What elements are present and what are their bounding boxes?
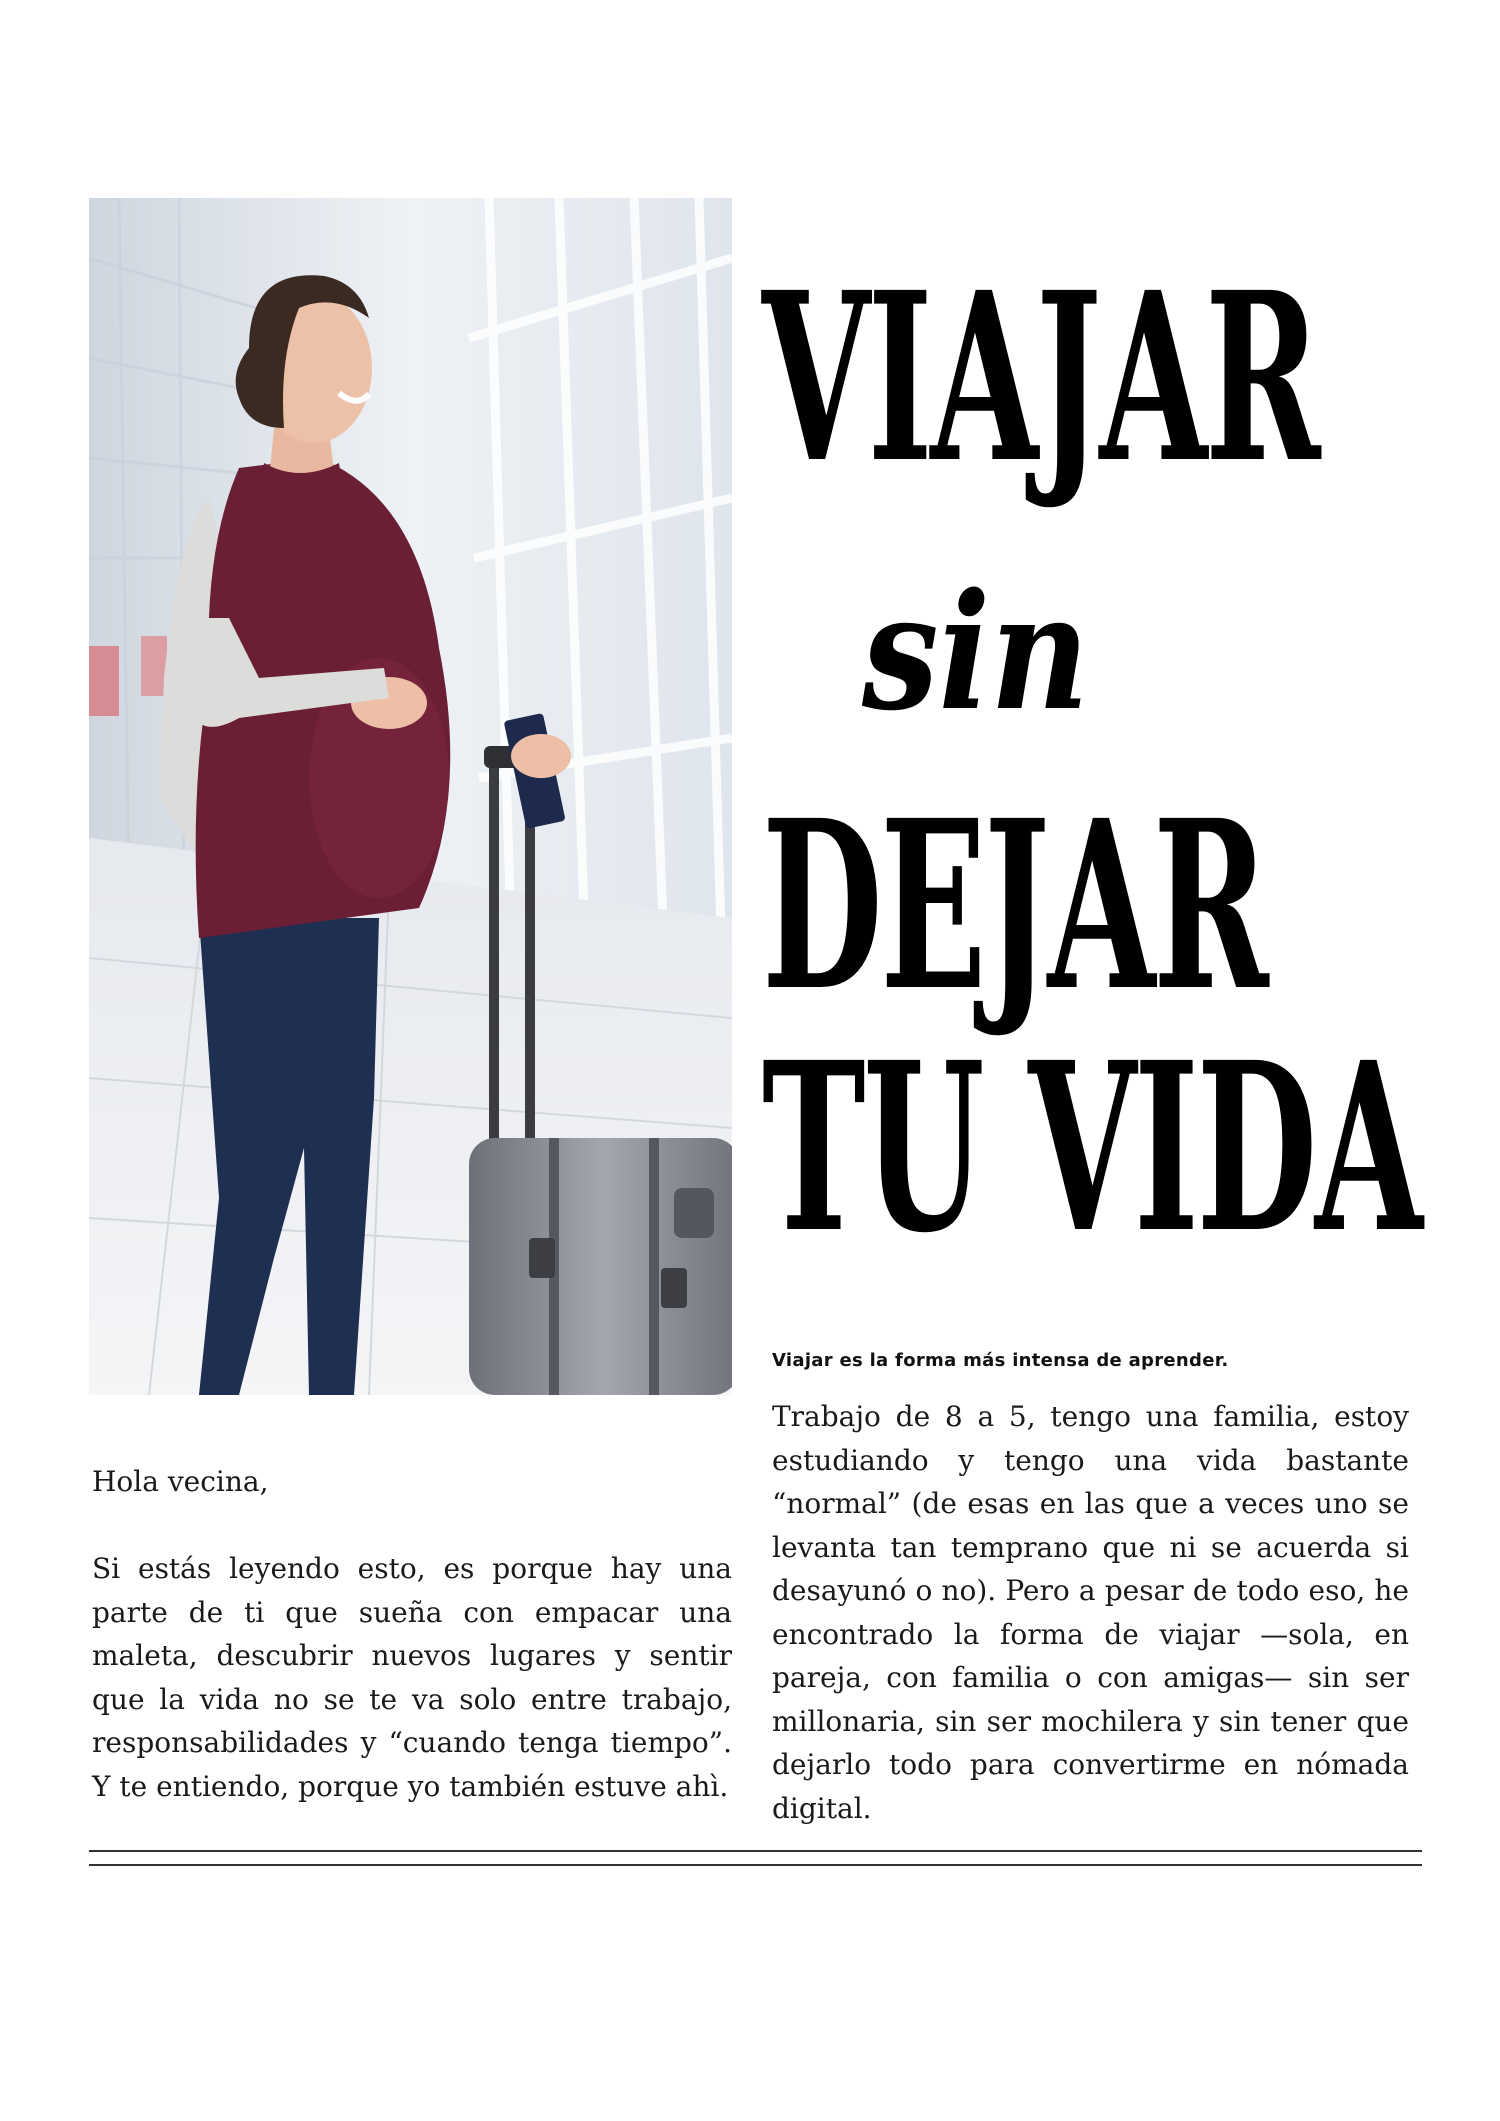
title-line-dejar: DEJAR (762, 769, 1267, 1042)
title-line-viajar: VIAJAR (762, 241, 1319, 514)
divider-rule-bottom (89, 1864, 1422, 1866)
hero-photo (89, 198, 732, 1395)
divider-rule-top (89, 1850, 1422, 1852)
right-paragraph: Trabajo de 8 a 5, tengo una familia, estoy estudiando y tengo una vida bastante “normal” (de esas en las que a veces uno se levanta tan temprano que ni se acuerda si desayunó o no). Pero a pesar de todo eso, he encontrado la forma de viajar —sola, en pareja, con familia o con amigas— sin ser millonaria, sin ser mochilera y sin tener que dejarlo todo para convertirme en nómada digital. (772, 1400, 1409, 1825)
tagline: Viajar es la forma más intensa de aprender. (772, 1350, 1229, 1371)
title-line-tu-vida: TU VIDA (762, 1011, 1421, 1284)
left-paragraph: Si estás leyendo esto, es porque hay una parte de ti que sueña con empacar una maleta, descubrir nuevos lugares y sentir que la vida no se te va solo entre trabajo, responsabilidades y “cuando tenga tiempo”. Y te entiendo, porque yo también estuve ahì. (92, 1552, 732, 1803)
title-line-sin: sin (862, 558, 1090, 746)
greeting: Hola vecina, (92, 1465, 269, 1498)
